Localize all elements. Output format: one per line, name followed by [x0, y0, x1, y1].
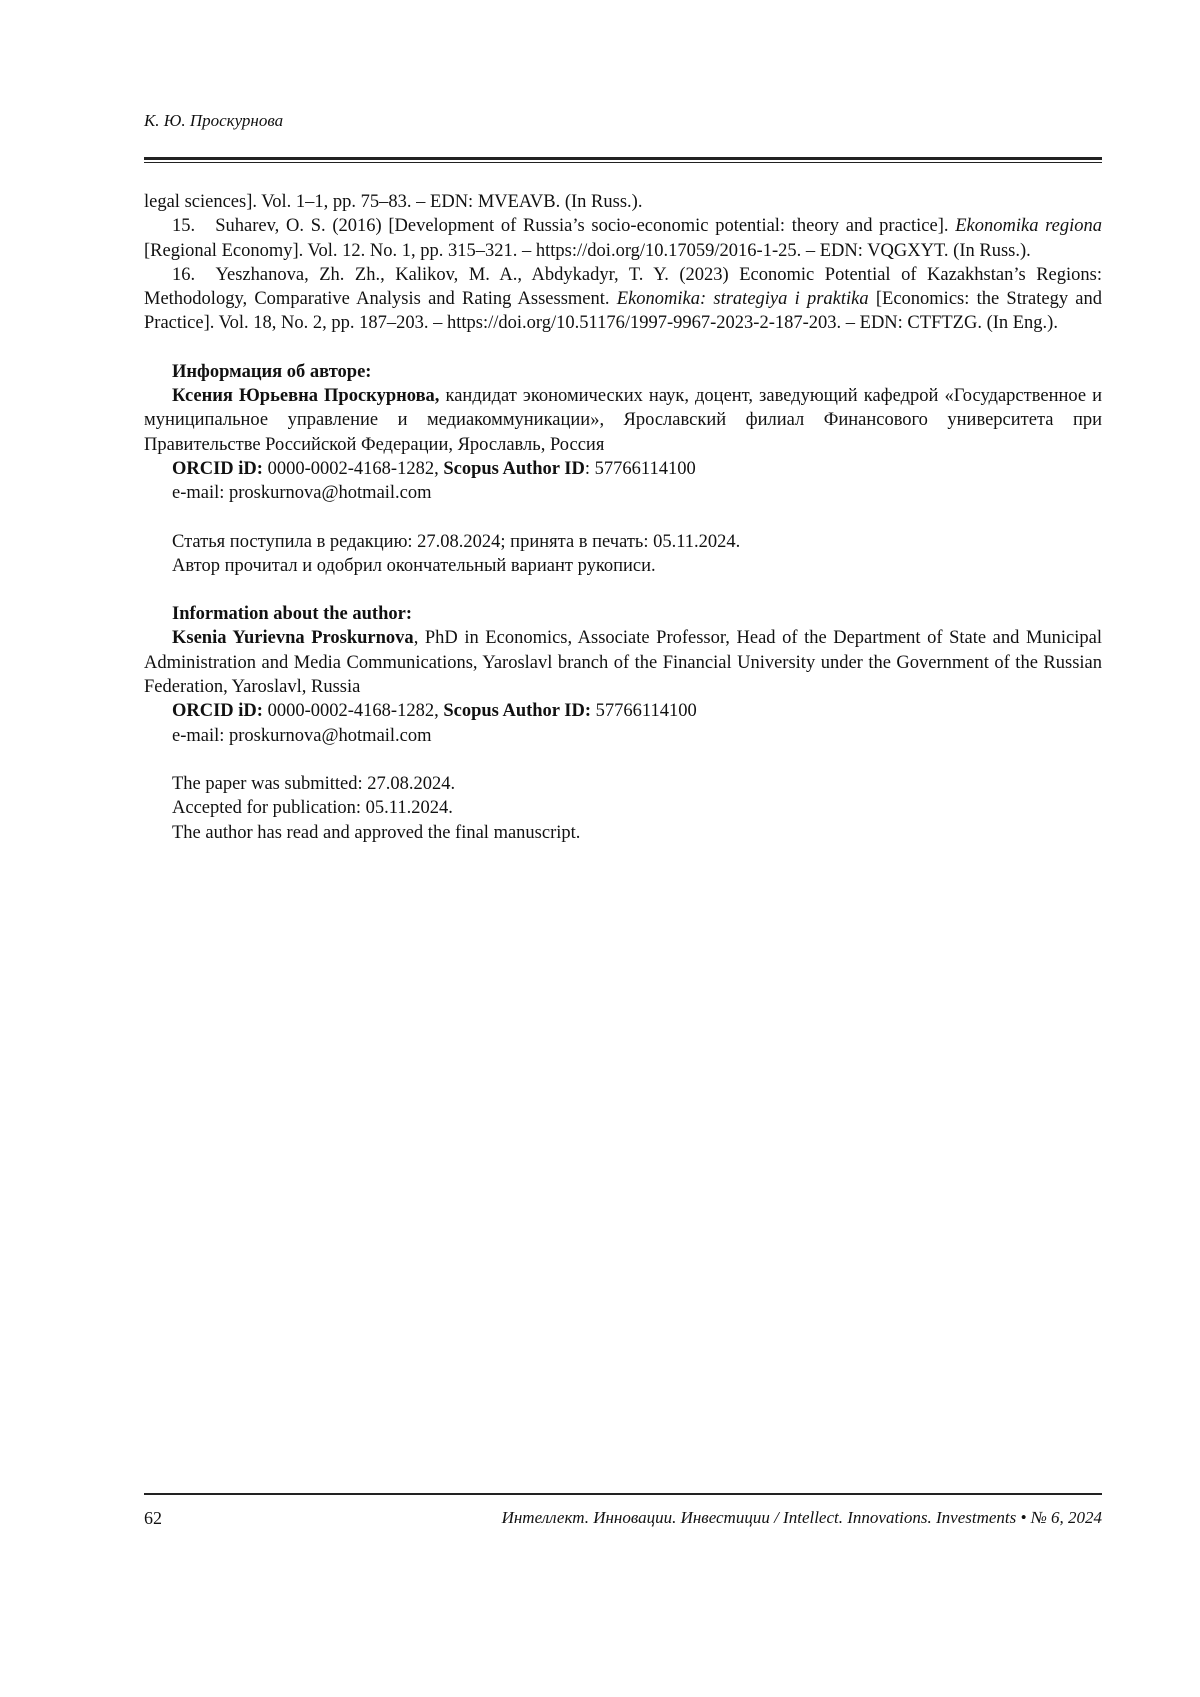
reference-journal: Ekonomika: strategiya i praktika	[616, 289, 869, 310]
reference-14-tail: legal sciences]. Vol. 1–1, pp. 75–83. – EDN: MVEAVB. (In Russ.).	[144, 192, 643, 212]
author-bio-en	[144, 626, 1102, 699]
reference-text: Suharev, O. S. (2016) [Development of Russia’s socio-economic potential: theory and practice].	[215, 216, 949, 237]
reference-number: 16.	[172, 264, 196, 285]
approved-en: The author has read and approved the final manuscript.	[172, 822, 581, 843]
author-info-heading-en: Information about the author:	[172, 604, 412, 625]
approved-ru: Автор прочитал и одобрил окончательный вариант рукописи.	[172, 555, 656, 576]
author-ids-ru: ORCID iD: 0000-0002-4168-1282, Scopus Author ID: 57766114100	[172, 458, 696, 479]
reference-text: Yeszhanova, Zh. Zh., Kalikov, M. A., Abdykadyr, T. Y. (2023) Economic Potential of Kazakhstan’s Regions: Methodology, Comparative Analysis and Rating Assessment.	[144, 264, 1102, 310]
journal-footer: Интеллект. Инновации. Инвестиции / Intellect. Innovations. Investments • № 6, 2024	[501, 1508, 1102, 1527]
header-rule-thick	[144, 157, 1102, 160]
accepted-en: Accepted for publication: 05.11.2024.	[172, 798, 453, 819]
author-name: Ксения Юрьевна Проскурнова,	[172, 386, 440, 407]
reference-number: 15.	[172, 216, 196, 237]
author-ids-en: ORCID iD: 0000-0002-4168-1282, Scopus Author ID: 57766114100	[172, 701, 697, 722]
reference-journal: Ekonomika regiona	[955, 216, 1103, 237]
footer-rule	[144, 1493, 1102, 1495]
author-bio-ru	[144, 384, 1102, 457]
reference-16	[144, 263, 1102, 336]
header-rule-thin	[144, 162, 1102, 163]
author-info-heading-ru: Информация об авторе:	[172, 361, 372, 382]
reference-15	[144, 214, 1102, 263]
reference-text: [Economics: the Strategy and Practice]. Vol. 18, No. 2, pp. 187–203. – https://doi.org/10.51176/1997-9967-2023-2-187-203. – EDN: CTFTZG. (In Eng.).	[144, 289, 1103, 334]
author-details: кандидат экономических наук, доцент, заведующий кафедрой «Государственное и муниципальное управление и медиакоммуникации», Ярославский филиал Финансового университета при Правительстве Российской Федерации, Ярославль, Россия	[144, 386, 1103, 455]
author-name: Ksenia Yurievna Proskurnova	[172, 628, 414, 649]
page-number: 62	[144, 1508, 162, 1528]
received-ru: Статья поступила в редакцию: 27.08.2024; принята в печать: 05.11.2024.	[172, 531, 741, 552]
reference-text: [Regional Economy]. Vol. 12. No. 1, pp. 315–321. – https://doi.org/10.17059/2016-1-25. – EDN: VQGXYT. (In Russ.).	[144, 240, 1031, 261]
author-details: , PhD in Economics, Associate Professor, Head of the Department of State and Municipal Administration and Media Communications, Yaroslavl branch of the Financial University under the Government of the Russian Federation, Yaroslavl, Russia	[144, 628, 1102, 698]
author-email-en: e-mail: proskurnova@hotmail.com	[172, 725, 432, 746]
running-head: К. Ю. Проскурнова	[144, 111, 284, 130]
author-email-ru: e-mail: proskurnova@hotmail.com	[172, 483, 432, 504]
page-body	[144, 190, 1102, 845]
submitted-en: The paper was submitted: 27.08.2024.	[172, 773, 456, 794]
